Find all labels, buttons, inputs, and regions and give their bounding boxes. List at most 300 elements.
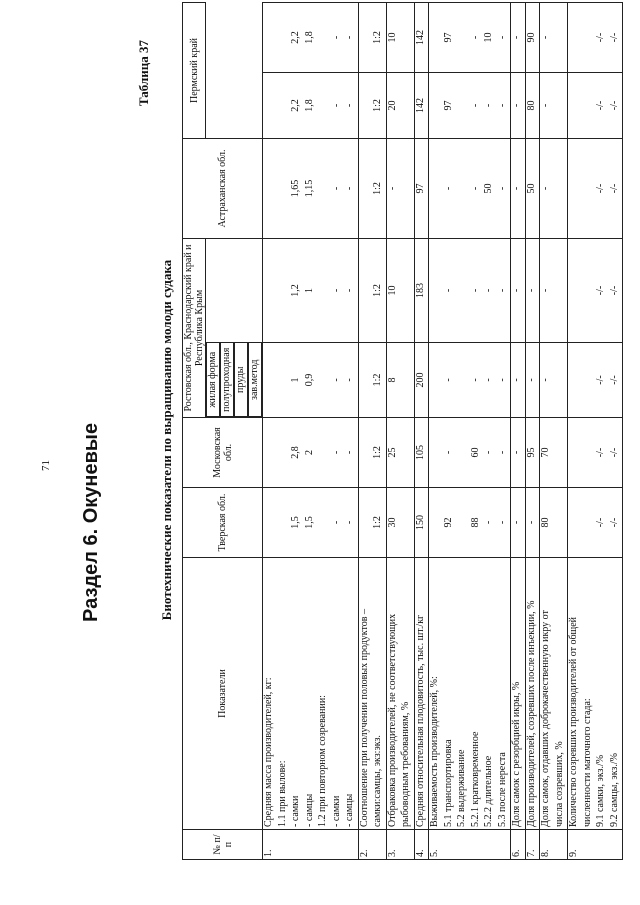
cell-perm-ponds bbox=[263, 73, 359, 139]
cell-value bbox=[277, 5, 291, 70]
cell-value: 1,8 bbox=[303, 31, 315, 44]
cell-value bbox=[568, 75, 582, 136]
indicator-line: численности маточного стада: bbox=[581, 698, 593, 827]
row-indicator bbox=[414, 558, 429, 830]
cell-rostov-live bbox=[568, 343, 623, 418]
cell-rostov-live bbox=[429, 343, 511, 418]
cell-value bbox=[317, 490, 331, 555]
cell-value: - bbox=[442, 450, 454, 455]
cell-value: 88 bbox=[469, 517, 481, 528]
cell-value: - bbox=[511, 378, 522, 382]
row-indicator bbox=[511, 558, 526, 830]
cell-astrakhan bbox=[263, 139, 359, 239]
cell-value bbox=[582, 345, 596, 415]
cell-value bbox=[359, 420, 373, 485]
cell-value bbox=[568, 5, 582, 70]
cell-value: -/- bbox=[595, 517, 606, 528]
row-indicator bbox=[263, 558, 359, 830]
cell-value: - bbox=[469, 103, 481, 108]
row-number: 3. bbox=[386, 830, 414, 860]
cell-value: - bbox=[344, 35, 355, 40]
cell-value bbox=[456, 75, 470, 136]
cell-value: 97 bbox=[414, 183, 426, 194]
indicator-line: Соотношение при получении половых продуктов – bbox=[358, 609, 370, 827]
header-astrakhan: Астраханская обл. bbox=[183, 139, 263, 239]
cell-value: 1 bbox=[303, 288, 315, 293]
indicator-line: Средняя масса производителей, кг: bbox=[263, 677, 274, 827]
cell-value: - bbox=[525, 378, 537, 382]
cell-rostov-live bbox=[263, 343, 359, 418]
cell-tver bbox=[358, 488, 386, 558]
cell-value: -/- bbox=[608, 447, 620, 458]
cell-value: - bbox=[344, 186, 355, 191]
row-indicator bbox=[358, 558, 386, 830]
table-number: Таблица 37 bbox=[136, 40, 151, 107]
table-row bbox=[540, 3, 568, 860]
cell-rostov-live bbox=[525, 343, 540, 418]
cell-tver bbox=[540, 488, 568, 558]
cell-value: - bbox=[511, 450, 522, 455]
cell-rostov-live bbox=[511, 343, 526, 418]
header-rostov-group: Ростовская обл., Краснодарский край и Республика Крым bbox=[183, 239, 206, 418]
cell-rostov-live bbox=[386, 343, 414, 418]
cell-value: - bbox=[511, 288, 522, 293]
cell-value: 95 bbox=[525, 447, 537, 458]
cell-moscow bbox=[414, 418, 429, 488]
cell-value: - bbox=[496, 288, 508, 293]
cell-value: - bbox=[483, 520, 494, 525]
cell-value: - bbox=[386, 186, 398, 191]
cell-value: - bbox=[330, 520, 342, 525]
cell-rostov-semi bbox=[358, 239, 386, 343]
cell-astrakhan bbox=[540, 139, 568, 239]
cell-value: -/- bbox=[595, 285, 606, 296]
row-indicator bbox=[568, 558, 623, 830]
cell-perm-ponds bbox=[511, 73, 526, 139]
cell-value: -/- bbox=[595, 375, 606, 385]
cell-moscow bbox=[429, 418, 511, 488]
cell-value bbox=[277, 345, 291, 415]
cell-tver bbox=[386, 488, 414, 558]
cell-value: - bbox=[525, 520, 537, 525]
indicator-line: Доля производителей, созревших после инъекции, % bbox=[525, 600, 537, 827]
cell-value bbox=[456, 420, 470, 485]
cell-value bbox=[568, 241, 582, 340]
cell-value bbox=[277, 490, 291, 555]
indicator-line: рыбоводным требованиям, % bbox=[400, 701, 411, 827]
cell-value: 97 bbox=[442, 100, 454, 111]
cell-rostov-semi bbox=[525, 239, 540, 343]
cell-value: 10 bbox=[386, 32, 398, 43]
row-number: 1. bbox=[263, 830, 359, 860]
cell-value: - bbox=[540, 186, 551, 191]
table-row bbox=[358, 3, 386, 860]
cell-value: - bbox=[330, 35, 342, 40]
cell-value: 2,2 bbox=[290, 31, 301, 44]
cell-rostov-semi bbox=[568, 239, 623, 343]
cell-value bbox=[359, 241, 373, 340]
cell-value: 8 bbox=[386, 377, 398, 383]
row-indicator bbox=[540, 558, 568, 830]
cell-value: -/- bbox=[595, 447, 606, 458]
cell-perm-factory bbox=[414, 3, 429, 73]
table-row bbox=[429, 3, 511, 860]
cell-value: 1:2 bbox=[372, 284, 383, 297]
header-tver: Тверская обл. bbox=[183, 488, 263, 558]
cell-value bbox=[568, 345, 582, 415]
cell-value: 1:2 bbox=[372, 516, 383, 529]
cell-value bbox=[277, 75, 291, 136]
cell-value bbox=[429, 5, 443, 70]
indicator-line: 5.3 после нереста bbox=[496, 752, 508, 827]
header-num: № п/п bbox=[183, 830, 263, 860]
cell-value bbox=[263, 141, 277, 236]
cell-tver bbox=[263, 488, 359, 558]
row-indicator bbox=[525, 558, 540, 830]
cell-value: 1,2 bbox=[290, 284, 301, 297]
cell-value: - bbox=[496, 103, 508, 108]
cell-rostov-semi bbox=[429, 239, 511, 343]
cell-value: - bbox=[469, 378, 481, 382]
cell-value: 50 bbox=[483, 183, 494, 194]
page-number: 71 bbox=[40, 460, 52, 471]
cell-value: 1,5 bbox=[303, 516, 315, 529]
cell-astrakhan bbox=[429, 139, 511, 239]
indicator-line: Доля самок, отдавших доброкачественную икру от bbox=[540, 610, 551, 827]
cell-moscow bbox=[525, 418, 540, 488]
cell-value: -/- bbox=[595, 183, 606, 194]
table-row bbox=[414, 3, 429, 860]
row-indicator bbox=[386, 558, 414, 830]
cell-tver bbox=[511, 488, 526, 558]
cell-moscow bbox=[386, 418, 414, 488]
indicator-line: Выживаемость производителей, %: bbox=[429, 676, 440, 827]
cell-rostov-semi bbox=[540, 239, 568, 343]
cell-value: 92 bbox=[442, 517, 454, 528]
row-indicator bbox=[429, 558, 511, 830]
cell-value: -/- bbox=[608, 285, 620, 296]
cell-value: - bbox=[496, 35, 508, 40]
cell-value bbox=[582, 490, 596, 555]
indicator-line: 5.2.1 кратковременное bbox=[469, 731, 481, 827]
cell-value: - bbox=[496, 378, 508, 382]
cell-value: 1:2 bbox=[372, 31, 383, 44]
row-number: 9. bbox=[568, 830, 623, 860]
table-row bbox=[263, 3, 359, 860]
cell-value: - bbox=[483, 450, 494, 455]
header-rostov-live: жилая форма bbox=[206, 343, 220, 418]
indicator-line: 9.1 самки, экз./% bbox=[595, 754, 606, 827]
cell-value: 90 bbox=[525, 32, 537, 43]
cell-value: 25 bbox=[386, 447, 398, 458]
cell-value bbox=[429, 345, 443, 415]
cell-value: 2,2 bbox=[290, 99, 301, 112]
cell-value: 80 bbox=[525, 100, 537, 111]
cell-value: - bbox=[344, 103, 355, 108]
cell-perm-ponds bbox=[568, 73, 623, 139]
cell-perm-factory bbox=[568, 3, 623, 73]
cell-value bbox=[277, 141, 291, 236]
cell-value: - bbox=[344, 378, 355, 382]
cell-value: - bbox=[469, 288, 481, 293]
cell-value: - bbox=[330, 186, 342, 191]
cell-astrakhan bbox=[568, 139, 623, 239]
indicator-line: самки:самцы, экз:экз. bbox=[372, 735, 383, 827]
cell-value bbox=[263, 345, 277, 415]
cell-value: 1:2 bbox=[372, 182, 383, 195]
cell-value bbox=[582, 241, 596, 340]
cell-value bbox=[359, 490, 373, 555]
cell-value: 142 bbox=[414, 30, 426, 45]
cell-value bbox=[568, 420, 582, 485]
cell-value: 1,5 bbox=[290, 516, 301, 529]
cell-rostov-live bbox=[540, 343, 568, 418]
row-number: 4. bbox=[414, 830, 429, 860]
cell-value: - bbox=[330, 378, 342, 382]
cell-perm-factory bbox=[386, 3, 414, 73]
cell-value: - bbox=[344, 450, 355, 455]
cell-value: 1,65 bbox=[290, 179, 301, 198]
cell-value: 142 bbox=[414, 98, 426, 113]
cell-rostov-semi bbox=[386, 239, 414, 343]
cell-tver bbox=[414, 488, 429, 558]
cell-value: -/- bbox=[595, 100, 606, 111]
cell-value bbox=[359, 5, 373, 70]
cell-perm-factory bbox=[429, 3, 511, 73]
cell-value bbox=[582, 141, 596, 236]
cell-value bbox=[317, 345, 331, 415]
table-row bbox=[525, 3, 540, 860]
cell-value bbox=[429, 241, 443, 340]
cell-value bbox=[359, 345, 373, 415]
cell-moscow bbox=[540, 418, 568, 488]
indicator-line: 5.2.2 длительное bbox=[483, 755, 494, 827]
indicator-line: 5.1 транспортировка bbox=[442, 739, 454, 827]
cell-tver bbox=[429, 488, 511, 558]
cell-astrakhan bbox=[386, 139, 414, 239]
cell-perm-ponds bbox=[429, 73, 511, 139]
cell-value bbox=[263, 420, 277, 485]
cell-value: - bbox=[540, 103, 551, 108]
cell-value: 200 bbox=[414, 372, 426, 388]
indicator-line: Количество созревших производителей от общей bbox=[568, 616, 579, 827]
cell-value bbox=[429, 490, 443, 555]
cell-value: - bbox=[442, 186, 454, 191]
header-indicator: Показатели bbox=[183, 558, 263, 830]
cell-value: - bbox=[344, 520, 355, 525]
cell-rostov-semi bbox=[414, 239, 429, 343]
cell-value: -/- bbox=[608, 183, 620, 194]
cell-rostov-live bbox=[414, 343, 429, 418]
cell-value: 0,9 bbox=[303, 373, 315, 387]
header-rostov-semi: полупроходная bbox=[220, 343, 234, 418]
cell-perm-factory bbox=[358, 3, 386, 73]
cell-value bbox=[277, 420, 291, 485]
header-moscow: Московская обл. bbox=[183, 418, 263, 488]
cell-value: - bbox=[540, 378, 551, 382]
cell-value: - bbox=[496, 186, 508, 191]
cell-perm-factory bbox=[525, 3, 540, 73]
cell-value bbox=[263, 5, 277, 70]
indicator-line: - самки bbox=[330, 795, 342, 827]
cell-perm-ponds bbox=[386, 73, 414, 139]
cell-perm-ponds bbox=[540, 73, 568, 139]
cell-value bbox=[317, 141, 331, 236]
indicator-line: Доля самок с резорбцией икры, % bbox=[511, 681, 522, 827]
table-body bbox=[263, 3, 623, 860]
cell-value: - bbox=[540, 35, 551, 40]
cell-value: -/- bbox=[595, 32, 606, 43]
header-perm-group: Пермский край bbox=[183, 3, 206, 139]
row-number: 5. bbox=[429, 830, 511, 860]
cell-value: - bbox=[511, 186, 522, 191]
cell-value: 60 bbox=[469, 447, 481, 458]
cell-value: - bbox=[330, 450, 342, 455]
cell-perm-ponds bbox=[358, 73, 386, 139]
cell-value: 1,15 bbox=[303, 179, 315, 198]
cell-value: 10 bbox=[483, 32, 494, 43]
cell-value: 70 bbox=[540, 447, 551, 458]
indicator-line: Средняя относительная плодовитость, тыс. шт./кг bbox=[414, 614, 426, 827]
cell-value bbox=[277, 241, 291, 340]
cell-value: - bbox=[496, 520, 508, 525]
cell-rostov-semi bbox=[511, 239, 526, 343]
cell-value bbox=[317, 5, 331, 70]
cell-value: 80 bbox=[540, 517, 551, 528]
cell-value: 1 bbox=[290, 377, 301, 383]
section-title: Раздел 6. Окуневые bbox=[80, 422, 102, 622]
indicator-line: - самцы bbox=[303, 793, 315, 827]
cell-value: - bbox=[540, 288, 551, 293]
cell-value bbox=[582, 420, 596, 485]
cell-value: - bbox=[511, 103, 522, 108]
cell-value: 30 bbox=[386, 517, 398, 528]
cell-value: 105 bbox=[414, 445, 426, 460]
cell-rostov-live bbox=[358, 343, 386, 418]
cell-value: - bbox=[330, 103, 342, 108]
cell-value: -/- bbox=[608, 375, 620, 385]
cell-value: -/- bbox=[608, 517, 620, 528]
cell-value bbox=[582, 5, 596, 70]
cell-value: -/- bbox=[608, 32, 620, 43]
cell-value bbox=[568, 141, 582, 236]
cell-value: 2 bbox=[303, 450, 315, 455]
cell-value bbox=[317, 241, 331, 340]
cell-perm-ponds bbox=[414, 73, 429, 139]
cell-value bbox=[429, 75, 443, 136]
cell-value: 10 bbox=[386, 285, 398, 296]
cell-value: 1:2 bbox=[372, 446, 383, 459]
cell-value bbox=[263, 241, 277, 340]
cell-astrakhan bbox=[525, 139, 540, 239]
cell-value: - bbox=[330, 288, 342, 293]
cell-value bbox=[568, 490, 582, 555]
indicator-line: 9.2 самцы, экз./% bbox=[608, 753, 620, 827]
cell-value bbox=[359, 75, 373, 136]
cell-value bbox=[456, 345, 470, 415]
indicator-line: 1.1 при вылове: bbox=[276, 760, 288, 827]
cell-moscow bbox=[511, 418, 526, 488]
cell-value: - bbox=[469, 35, 481, 40]
table-row bbox=[386, 3, 414, 860]
cell-perm-factory bbox=[511, 3, 526, 73]
cell-rostov-semi bbox=[263, 239, 359, 343]
row-number: 2. bbox=[358, 830, 386, 860]
cell-perm-factory bbox=[540, 3, 568, 73]
cell-value: 50 bbox=[525, 183, 537, 194]
biotech-table bbox=[182, 2, 623, 860]
row-number: 6. bbox=[511, 830, 526, 860]
indicator-line: 5.2 выдерживание bbox=[456, 749, 467, 827]
cell-value bbox=[429, 420, 443, 485]
table-row bbox=[511, 3, 526, 860]
cell-value: - bbox=[496, 450, 508, 455]
cell-value: - bbox=[442, 378, 454, 382]
cell-value bbox=[359, 141, 373, 236]
cell-value: 1:2 bbox=[372, 373, 383, 387]
cell-moscow bbox=[263, 418, 359, 488]
row-number: 8. bbox=[540, 830, 568, 860]
cell-value: - bbox=[483, 288, 494, 293]
row-number: 7. bbox=[525, 830, 540, 860]
cell-value: -/- bbox=[608, 100, 620, 111]
cell-value bbox=[456, 141, 470, 236]
cell-value: - bbox=[483, 378, 494, 382]
cell-value: - bbox=[511, 35, 522, 40]
cell-value: 150 bbox=[414, 515, 426, 530]
cell-tver bbox=[568, 488, 623, 558]
cell-value: 183 bbox=[414, 283, 426, 298]
cell-value bbox=[263, 75, 277, 136]
cell-value: 1:2 bbox=[372, 99, 383, 112]
cell-value bbox=[263, 490, 277, 555]
header-perm-factory: зав.метод bbox=[248, 343, 262, 418]
cell-moscow bbox=[358, 418, 386, 488]
cell-value bbox=[582, 75, 596, 136]
cell-moscow bbox=[568, 418, 623, 488]
indicator-line: - самки bbox=[290, 795, 301, 827]
cell-value bbox=[429, 141, 443, 236]
cell-value bbox=[456, 490, 470, 555]
cell-value: 2,8 bbox=[290, 446, 301, 459]
cell-value: - bbox=[442, 288, 454, 293]
cell-value bbox=[317, 75, 331, 136]
cell-perm-factory bbox=[263, 3, 359, 73]
cell-value: - bbox=[483, 103, 494, 108]
cell-value: 20 bbox=[386, 100, 398, 111]
cell-tver bbox=[525, 488, 540, 558]
header-perm-ponds: пруды bbox=[234, 343, 248, 418]
cell-astrakhan bbox=[358, 139, 386, 239]
cell-value: - bbox=[525, 288, 537, 293]
cell-value bbox=[456, 5, 470, 70]
indicator-line: - самцы bbox=[344, 793, 355, 827]
cell-value: - bbox=[511, 520, 522, 525]
indicator-line: Отбраковка производителей, не соответствующих bbox=[386, 613, 398, 827]
cell-value: - bbox=[469, 186, 481, 191]
table-row bbox=[568, 3, 623, 860]
indicator-line: числа созревших, % bbox=[553, 741, 565, 827]
table-caption: Биотехнические показатели по выращиванию молоди судака bbox=[159, 259, 174, 621]
cell-value: 1,8 bbox=[303, 99, 315, 112]
cell-astrakhan bbox=[414, 139, 429, 239]
cell-astrakhan bbox=[511, 139, 526, 239]
cell-value: 97 bbox=[442, 32, 454, 43]
indicator-line: 1.2 при повторном созревании: bbox=[317, 695, 328, 827]
cell-value bbox=[456, 241, 470, 340]
cell-value: - bbox=[344, 288, 355, 293]
cell-value bbox=[317, 420, 331, 485]
